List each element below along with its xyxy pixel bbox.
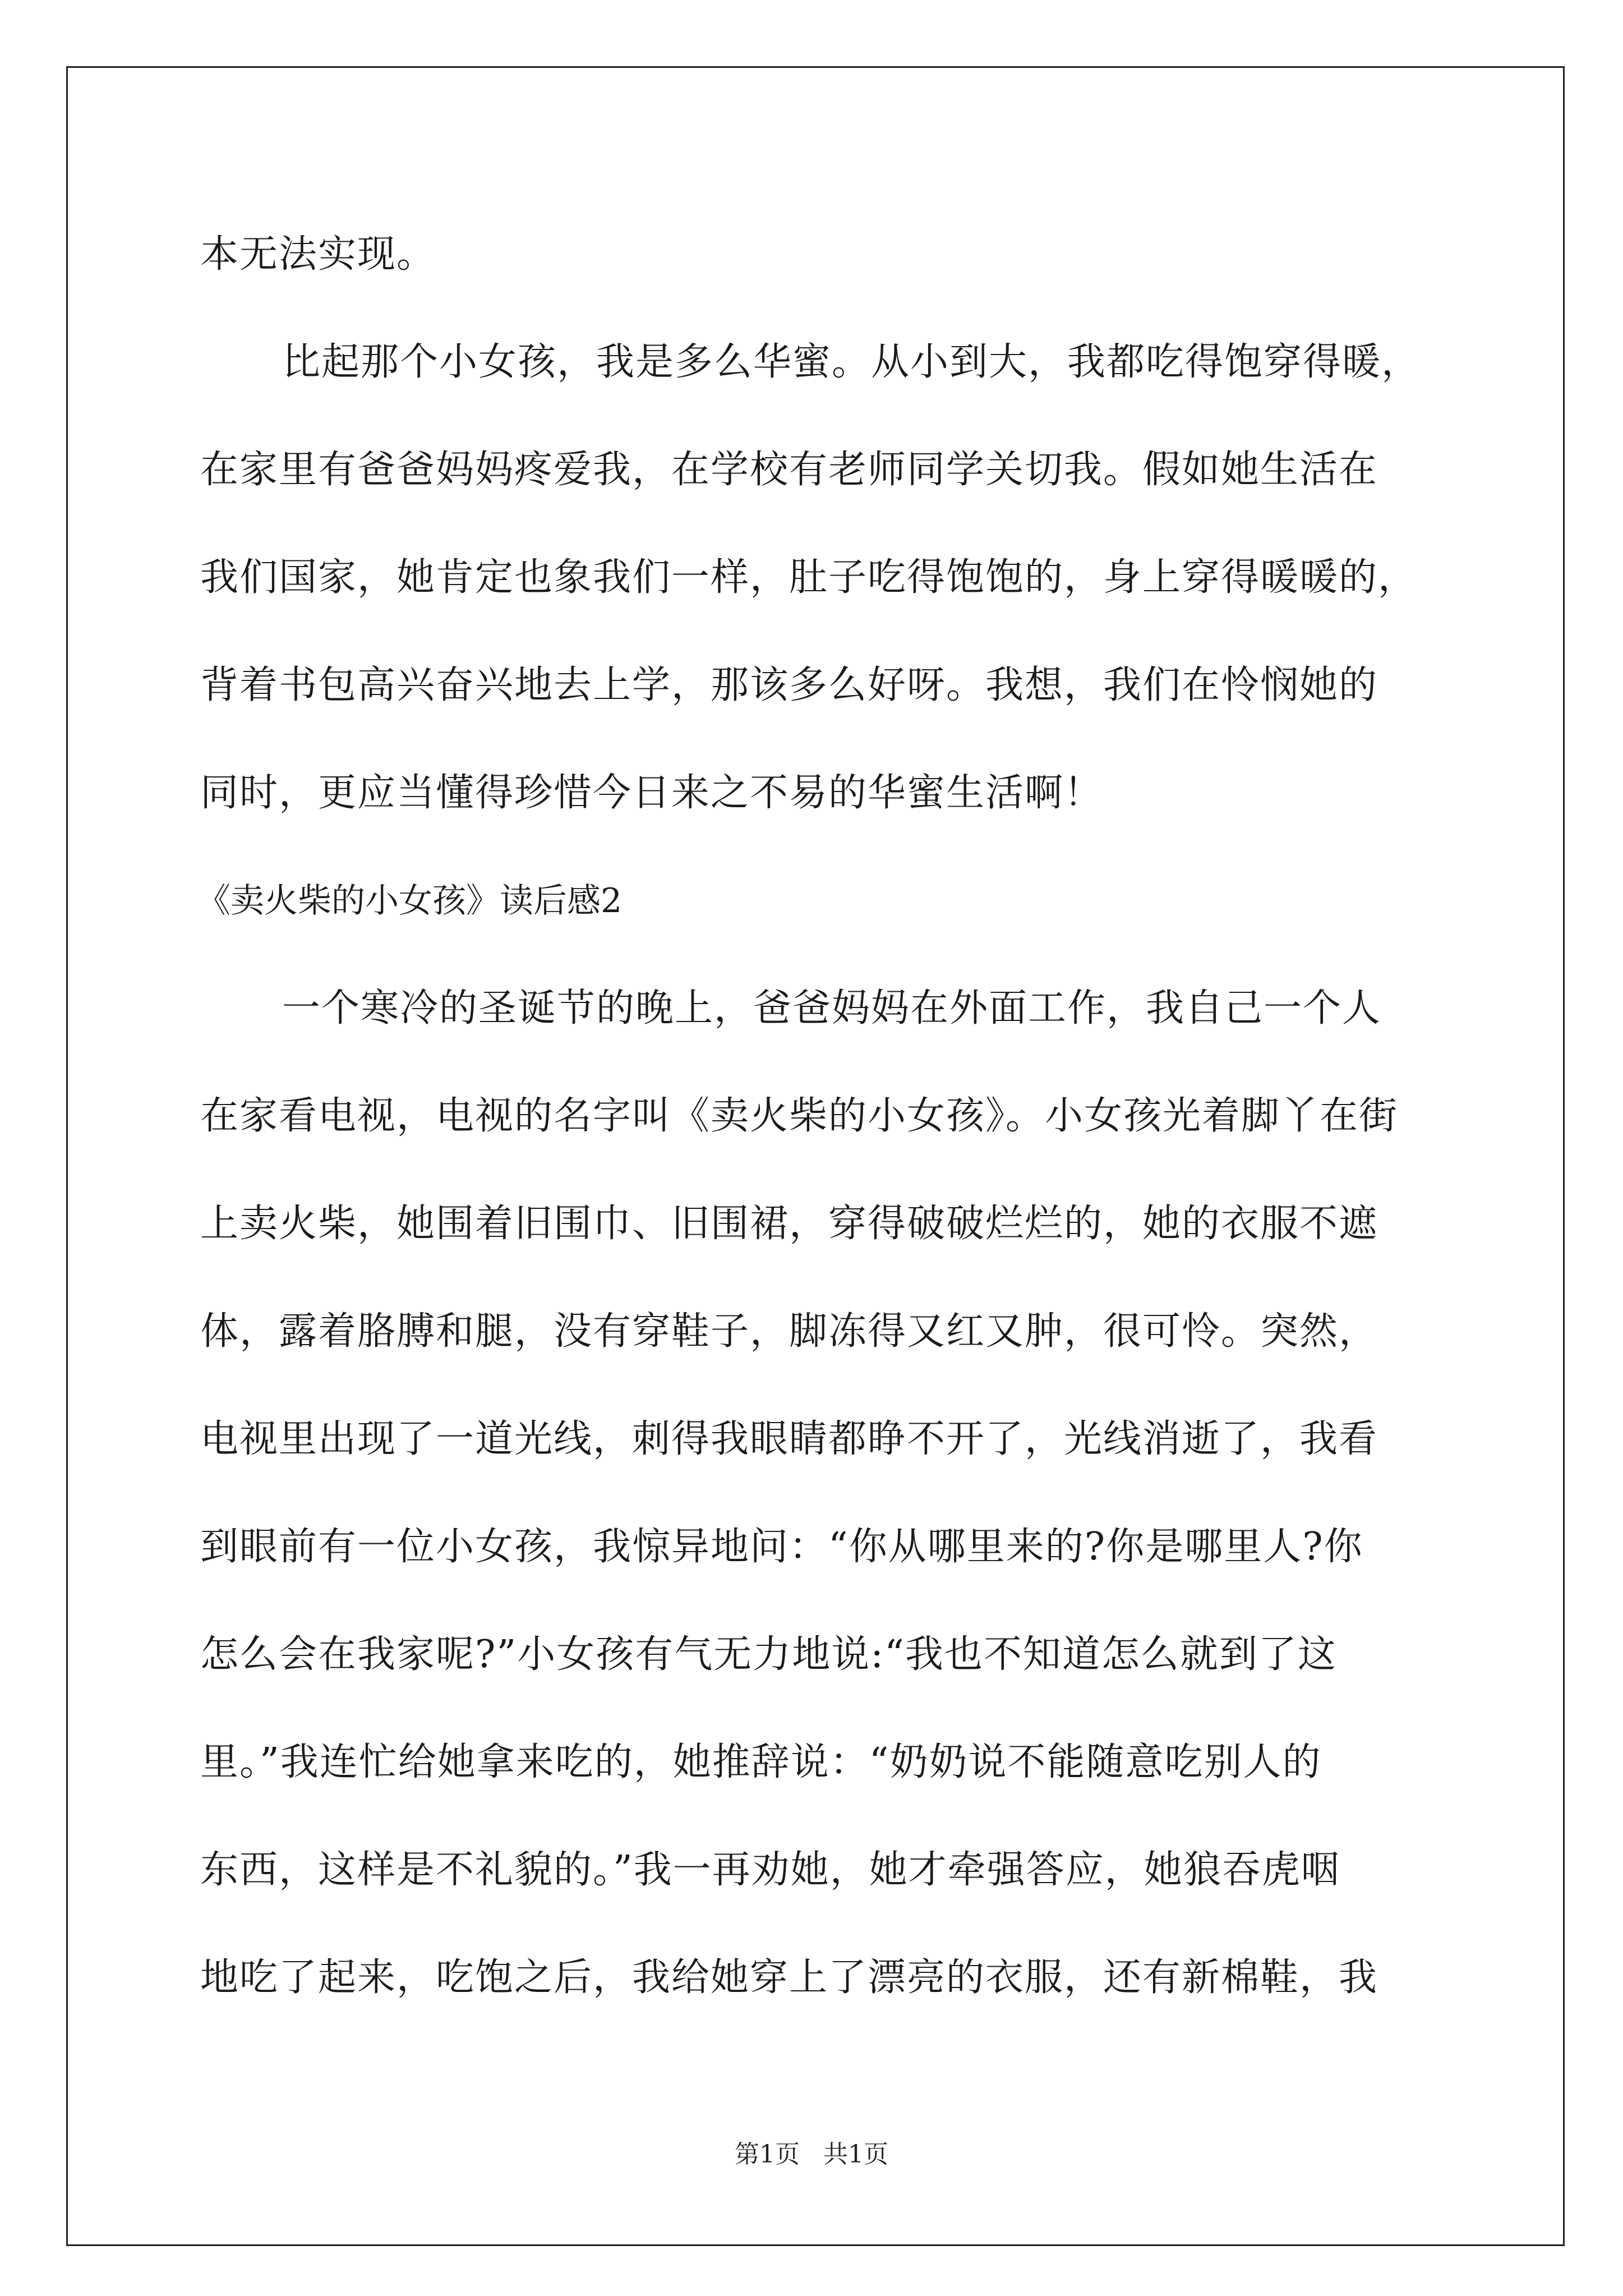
- page-footer: 第1页 共1页: [735, 2140, 888, 2169]
- paragraph-line-13: 怎么会在我家呢?”小女孩有气无力地说:“我也不知道怎么就到了这: [200, 1632, 1337, 1677]
- document-body: [197, 201, 1440, 2032]
- paragraph-line-4: 我们国家，她肯定也象我们一样，肚子吃得饱饱的，身上穿得暖暖的，: [200, 555, 1418, 600]
- paragraph-line-16: 地吃了起来，吃饱之后，我给她穿上了漂亮的衣服，还有新棉鞋，我: [200, 1955, 1378, 2000]
- paragraph-line-6: 同时，更应当懂得珍惜今日来之不易的华蜜生活啊！: [200, 771, 1104, 815]
- paragraph-line-15: 东西，这样是不礼貌的。”我一再劝她，她才牵强答应，她狼吞虎咽: [200, 1848, 1340, 1892]
- paragraph-line-10: 体，露着胳膊和腿，没有穿鞋子，脚冻得又红又肿，很可怜。突然，: [200, 1309, 1378, 1354]
- paragraph-line-12: 到眼前有一位小女孩，我惊异地问：“你从哪里来的?你是哪里人?你: [200, 1525, 1363, 1569]
- paragraph-line-9: 上卖火柴，她围着旧围巾、旧围裙，穿得破破烂烂的，她的衣服不遮: [200, 1202, 1378, 1246]
- paragraph-line-8: 在家看电视，电视的名字叫《卖火柴的小女孩》。小女孩光着脚丫在街: [200, 1094, 1399, 1138]
- paragraph-line-11: 电视里出现了一道光线，刺得我眼睛都睁不开了，光线消逝了，我看: [200, 1417, 1378, 1461]
- paragraph-line-7: 一个寒冷的圣诞节的晚上，爸爸妈妈在外面工作，我自己一个人: [282, 986, 1382, 1030]
- paragraph-line-3: 在家里有爸爸妈妈疼爱我，在学校有老师同学关切我。假如她生活在: [200, 448, 1378, 492]
- paragraph-line-14: 里。”我连忙给她拿来吃的，她推辞说：“奶奶说不能随意吃别人的: [200, 1740, 1322, 1784]
- paragraph-line-5: 背着书包高兴奋兴地去上学，那该多么好呀。我想，我们在怜悯她的: [200, 663, 1378, 707]
- section-heading: 《卖火柴的小女孩》读后感2: [197, 881, 623, 921]
- paragraph-line-2: 比起那个小女孩，我是多么华蜜。从小到大，我都吃得饱穿得暖，: [282, 340, 1421, 384]
- paragraph-line-1: 本无法实现。: [200, 232, 436, 277]
